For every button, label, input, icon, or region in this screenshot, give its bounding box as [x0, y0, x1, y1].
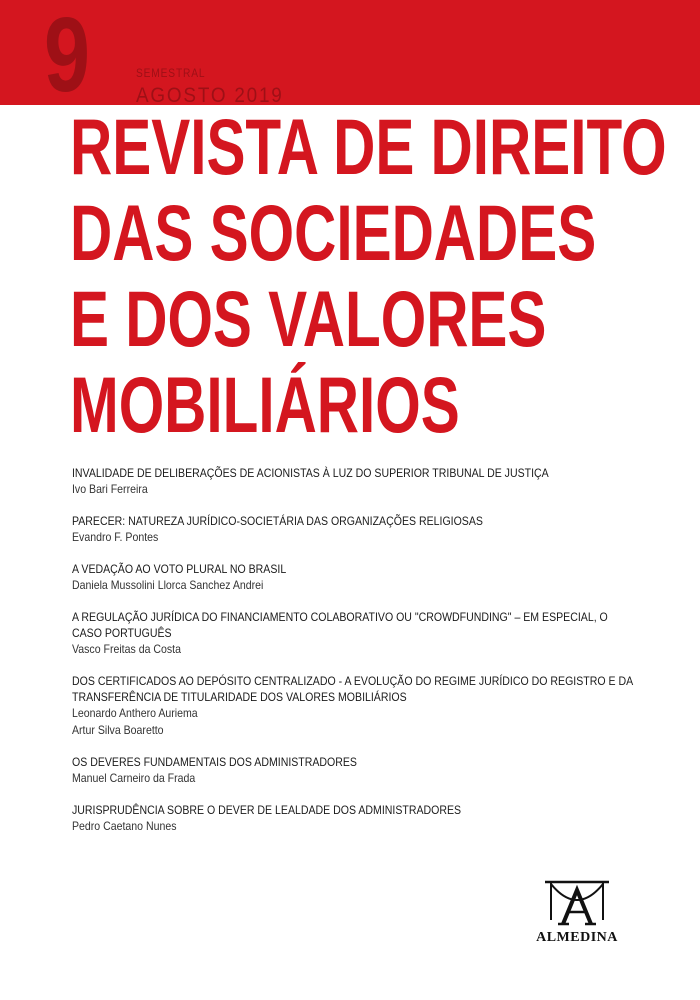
article-title: A REGULAÇÃO JURÍDICA DO FINANCIAMENTO COLABORATIVO OU "CROWDFUNDING" – EM ESPECIAL, O CASO PORTUGUÊS [72, 610, 608, 640]
article-author: Ivo Bari Ferreira [72, 482, 148, 496]
issue-date: AGOSTO 2019 [136, 84, 284, 105]
publisher-name: ALMEDINA [536, 930, 618, 945]
article-author: Vasco Freitas da Costa [72, 642, 181, 656]
periodicity-label: SEMESTRAL [136, 66, 206, 80]
article-author: Manuel Carneiro da Frada [72, 771, 196, 785]
article-entry [72, 609, 632, 658]
article-author: Daniela Mussolini Llorca Sanchez Andrei [72, 578, 264, 592]
article-author: Artur Silva Boaretto [72, 723, 164, 737]
journal-title-line: MOBILIÁRIOS [70, 360, 460, 449]
journal-title-line: DAS SOCIEDADES [70, 188, 597, 277]
article-entry [72, 802, 632, 835]
article-author: Pedro Caetano Nunes [72, 819, 177, 833]
publisher-block [522, 876, 632, 946]
header-band [0, 0, 700, 105]
journal-title-line: E DOS VALORES [70, 274, 547, 363]
article-entry [72, 673, 632, 739]
article-entry [72, 754, 632, 787]
article-title: DOS CERTIFICADOS AO DEPÓSITO CENTRALIZADO - A EVOLUÇÃO DO REGIME JURÍDICO DO REGISTRO E DA TRANSFERÊNCIA DE TITULARIDADE DOS VALORES MOBILIÁRIOS [72, 674, 633, 704]
article-title: JURISPRUDÊNCIA SOBRE O DEVER DE LEALDADE DOS ADMINISTRADORES [72, 803, 462, 817]
table-of-contents [72, 465, 632, 850]
article-author: Leonardo Anthero Auriema [72, 706, 198, 720]
article-title: OS DEVERES FUNDAMENTAIS DOS ADMINISTRADORES [72, 755, 357, 769]
journal-title [70, 104, 667, 448]
article-entry [72, 465, 632, 498]
article-title: PARECER: NATUREZA JURÍDICO-SOCIETÁRIA DAS ORGANIZAÇÕES RELIGIOSAS [72, 514, 483, 528]
article-author: Evandro F. Pontes [72, 530, 159, 544]
article-title: A VEDAÇÃO AO VOTO PLURAL NO BRASIL [72, 562, 287, 576]
almedina-logo-icon [541, 876, 613, 928]
journal-title-line: REVISTA DE DIREITO [70, 102, 667, 191]
article-entry [72, 561, 632, 594]
article-title: INVALIDADE DE DELIBERAÇÕES DE ACIONISTAS À LUZ DO SUPERIOR TRIBUNAL DE JUSTIÇA [72, 466, 549, 480]
article-entry [72, 513, 632, 546]
issue-number: 9 [44, 0, 89, 114]
